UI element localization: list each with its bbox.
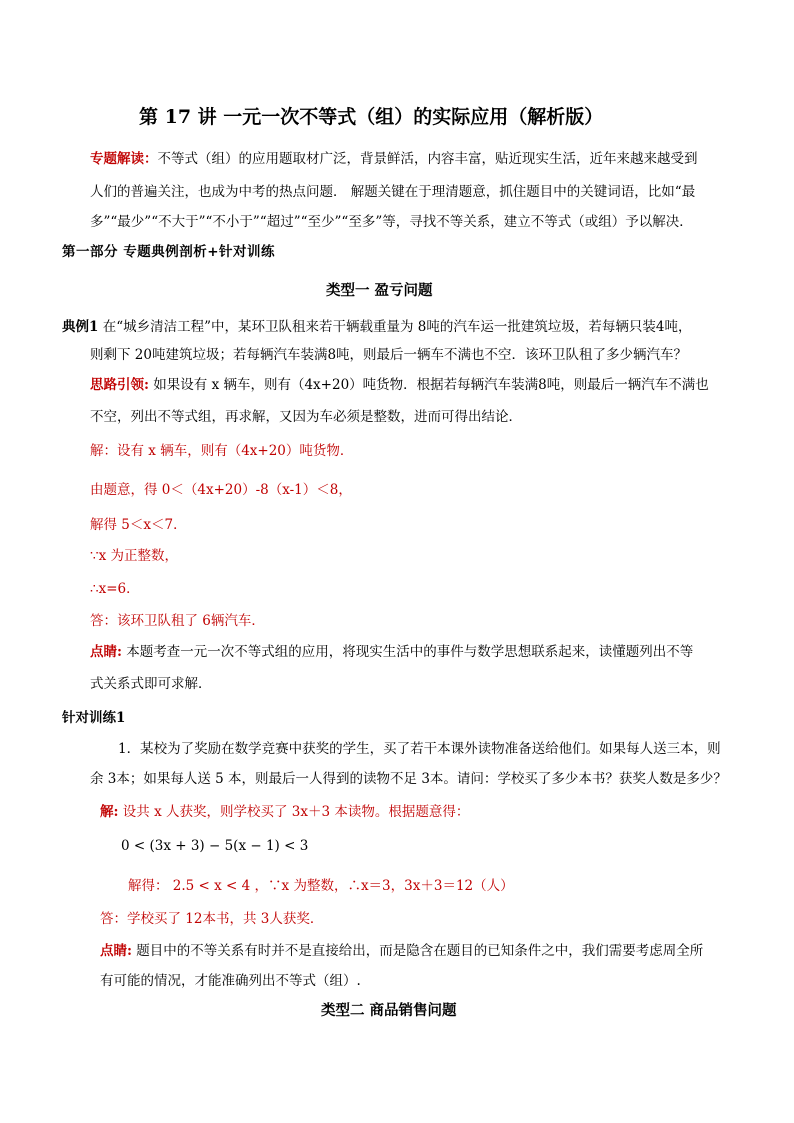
comment-label: 点睛: — [90, 644, 122, 660]
intro-line-2: 人们的普遍关注，也成为中考的热点问题． 解题关键在于理清题意，抓住题目中的关键词语，比如“最 — [90, 184, 696, 200]
practice-comment-label: 点睛: — [100, 943, 132, 959]
intro-label: 专题解读： — [90, 151, 158, 167]
example-1-text-1: 在“城乡清洁工程”中，某环卫队租来若干辆载重量为 8吨的汽车运一批建筑垃圾，若每辆只装4吨， — [98, 319, 692, 335]
intro-line-3: 多”“最少”“不大于”“不小于”“超过”“至少”“至多”等，寻找不等关系，建立不等式（或组）予以解决． — [90, 214, 693, 230]
type-one-heading: 类型一 盈亏问题 — [326, 283, 433, 299]
practice-1-line-2: 余 3本；如果每人送 5 本，则最后一人得到的读物不足 3本。请问：学校买了多少本书？获奖人数是多少？ — [90, 771, 727, 787]
page-title: 第 17 讲 一元一次不等式（组）的实际应用（解析版） — [139, 106, 604, 128]
practice-1-heading: 针对训练1 — [62, 710, 126, 726]
solution-step-2: 由题意，得 0＜（4x+20）-8（x-1）＜8， — [90, 482, 352, 498]
intro-text-1: 不等式（组）的应用题取材广泛，背景鲜活，内容丰富，贴近现实生活，近年来越来越受到 — [157, 151, 698, 167]
practice-solution-result: 解得： 2.5 < x < 4 ，∵x 为整数，∴x＝3，3x＋3＝12（人） — [128, 878, 514, 894]
practice-comment-line-2: 有可能的情况，才能准确列出不等式（组）. — [100, 973, 361, 989]
example-1-label: 典例1 — [62, 319, 99, 335]
practice-comment-text-1: 题目中的不等关系有时并不是直接给出，而是隐含在题目的已知条件之中，我们需要考虑周全所 — [131, 943, 704, 959]
practice-inequality: 0 < (3x + 3) − 5(x − 1) < 3 — [121, 838, 309, 854]
solution-step-1: 解：设有 x 辆车，则有（4x+20）吨货物． — [90, 443, 354, 459]
solution-step-5: ∴x=6． — [90, 581, 140, 597]
hint-line-2: 不空，列出不等式组，再求解，又因为车必须是整数，进而可得出结论． — [90, 409, 522, 425]
comment-text-1: 本题考查一元一次不等式组的应用，将现实生活中的事件与数学思想联系起来，读懂题列出不等 — [121, 644, 694, 660]
practice-solution-text-1: 设共 x 人获奖，则学校买了 3x＋3 本读物。根据题意得： — [118, 804, 470, 820]
example-1-line-1 — [62, 318, 691, 336]
type-two-heading: 类型二 商品销售问题 — [321, 1003, 457, 1019]
hint-text-1: 如果设有 x 辆车，则有（4x+20）吨货物．根据若每辆汽车装满8吨，则最后一辆汽车不满也 — [148, 377, 709, 393]
practice-1-line-1: 1．某校为了奖励在数学竞赛中获奖的学生，买了若干本课外读物准备送给他们。如果每人送三本，则 — [118, 741, 721, 757]
solution-step-4: ∵x 为正整数， — [90, 548, 178, 564]
solution-answer: 答：该环卫队租了 6辆汽车． — [90, 613, 265, 629]
practice-solution-label: 解: — [100, 804, 119, 820]
solution-step-3: 解得 5＜x＜7． — [90, 517, 187, 533]
hint-label: 思路引领: — [90, 377, 149, 393]
part-one-heading: 第一部分 专题典例剖析+针对训练 — [62, 244, 276, 260]
practice-solution-line-1 — [100, 803, 469, 821]
hint-line-1 — [90, 376, 709, 394]
practice-comment-line-1 — [100, 942, 703, 960]
comment-line-1 — [90, 643, 693, 661]
comment-line-2: 式关系式即可求解． — [90, 676, 212, 692]
example-1-line-2: 则剩下 20吨建筑垃圾；若每辆汽车装满8吨，则最后一辆车不满也不空．该环卫队租了多少辆汽车？ — [90, 347, 688, 363]
practice-answer: 答：学校买了 12本书，共 3人获奖． — [100, 911, 324, 927]
intro-line-1 — [90, 150, 698, 168]
